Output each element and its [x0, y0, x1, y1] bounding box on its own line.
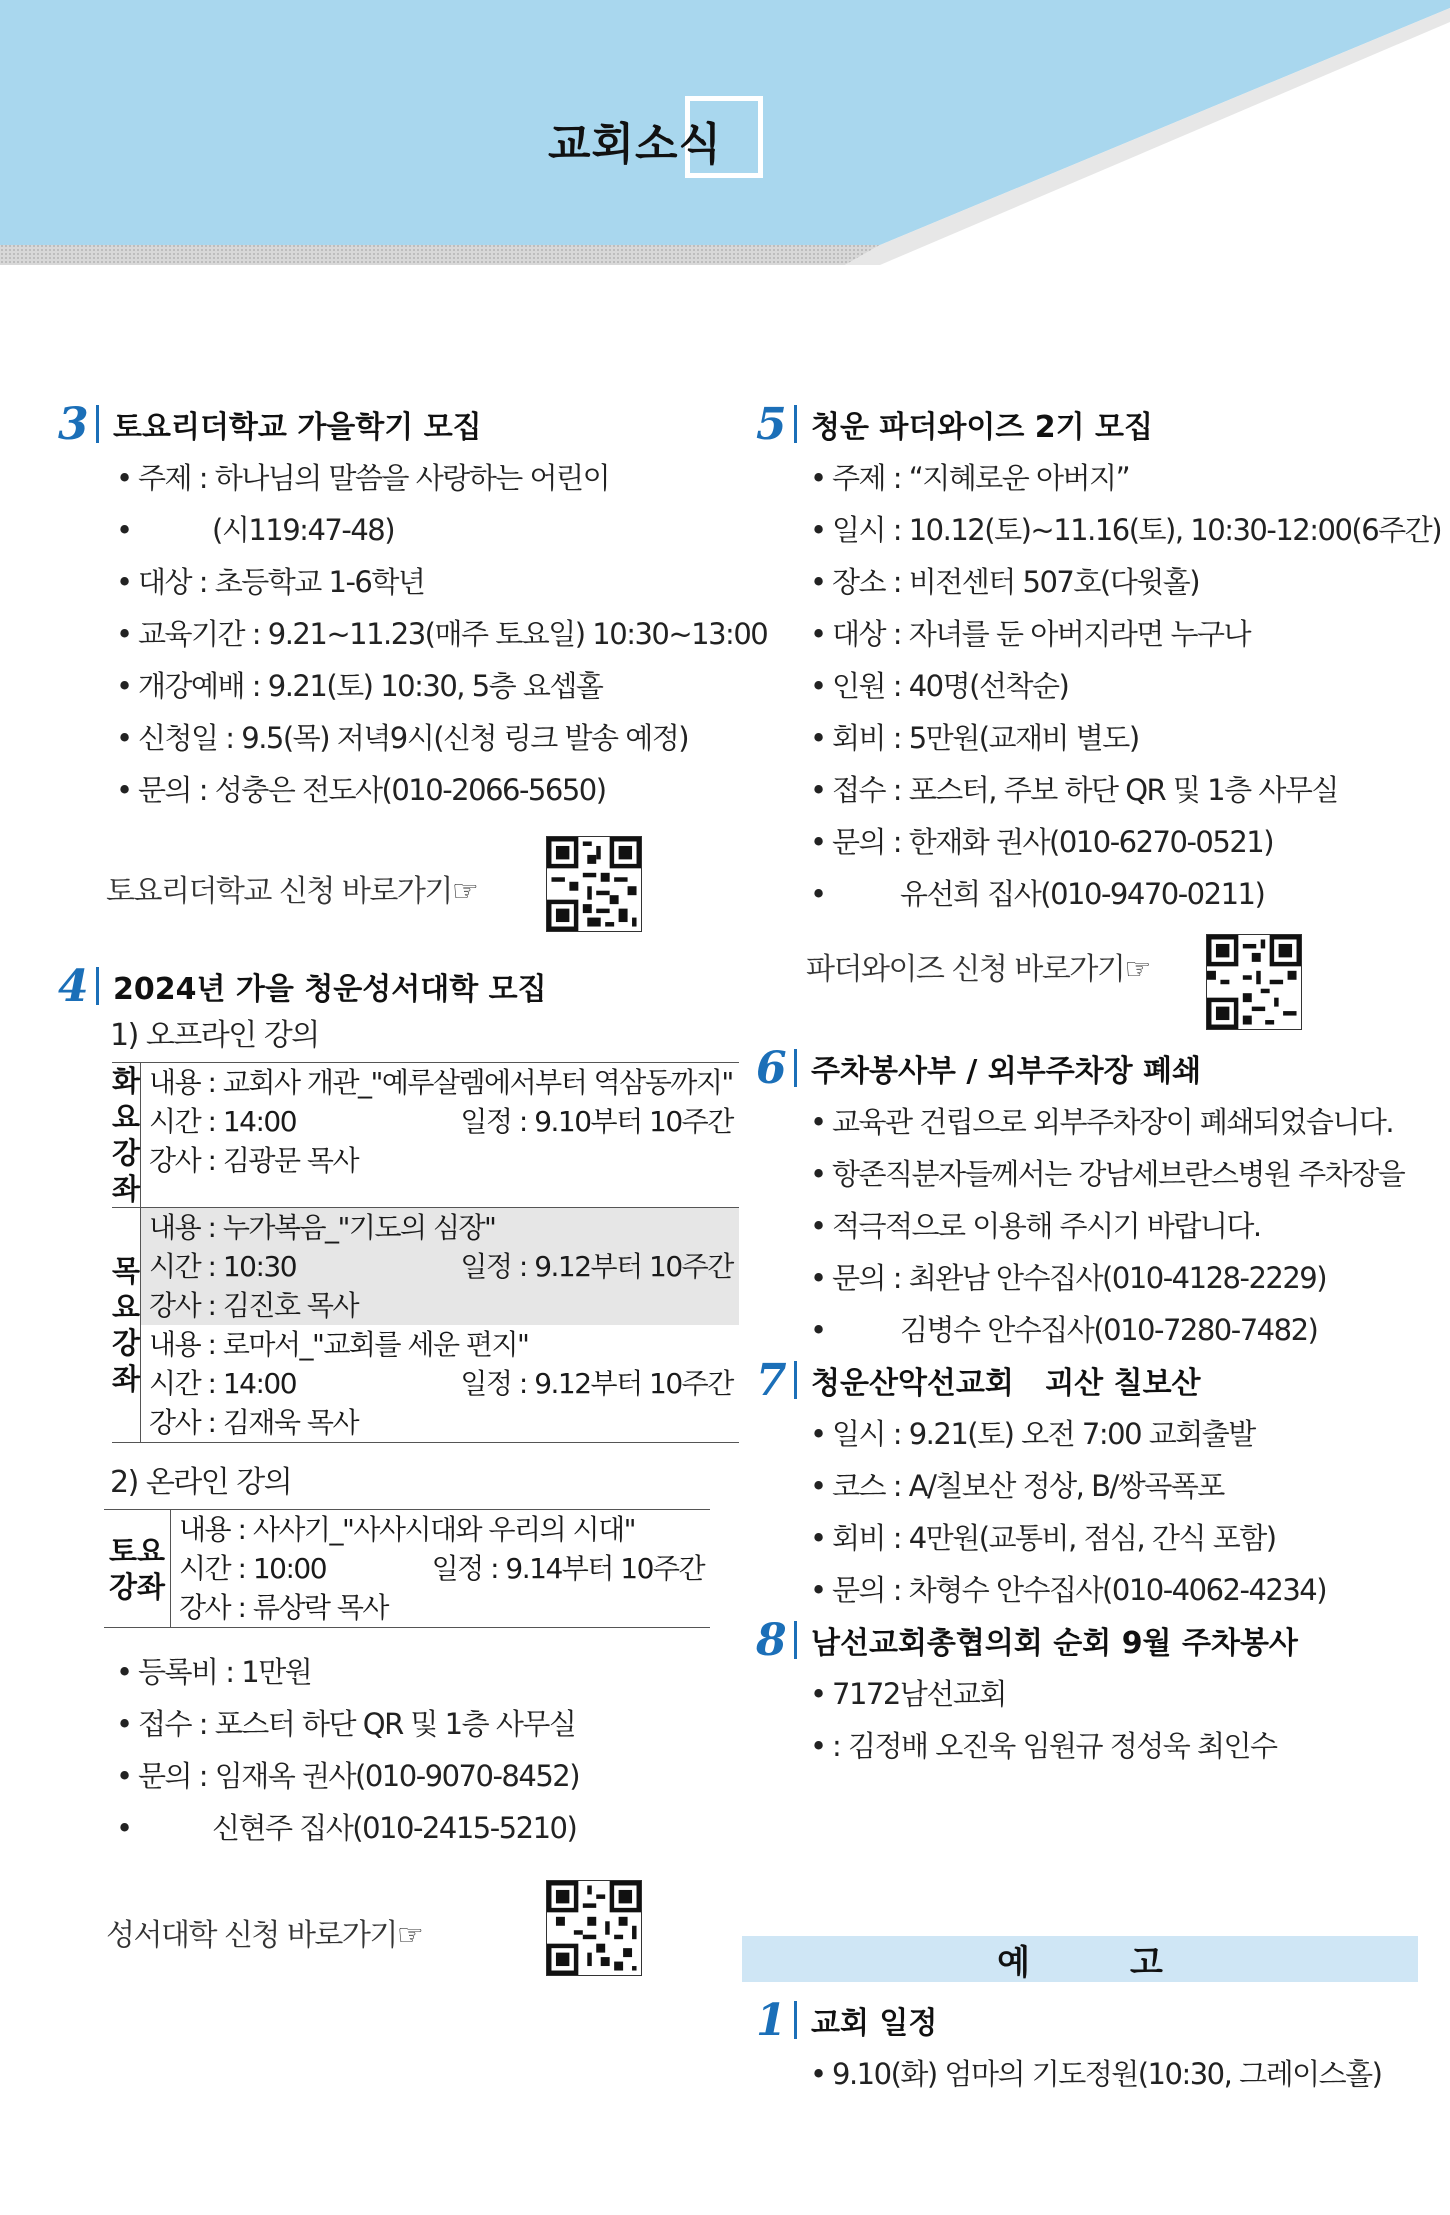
list-item: • 개강예배 : 9.21(토) 10:30, 5층 요셉홀 — [116, 660, 718, 712]
list-item: • 일시 : 10.12(토)~11.16(토), 10:30-12:00(6주간) — [810, 504, 1436, 556]
section-divider — [794, 1049, 797, 1087]
course-teacher: 강사 : 김재욱 목사 — [149, 1406, 358, 1439]
list-item: • 교육기간 : 9.21~11.23(매주 토요일) 10:30~13:00 — [116, 608, 718, 660]
section-divider — [794, 1621, 797, 1659]
list-item: • 문의 : 차형수 안수집사(010-4062-4234) — [810, 1564, 1436, 1616]
section-number: 4 — [58, 960, 89, 1012]
course-time: 시간 : 10:30 — [149, 1250, 297, 1283]
section-title: 남선교회총협의회 순회 9월 주차봉사 — [811, 1626, 1298, 1661]
list-item-continued: • 신현주 집사(010-2415-5210) — [116, 1802, 718, 1854]
list-item: • 주제 : “지혜로운 아버지” — [810, 452, 1436, 504]
section-8 — [756, 1616, 1436, 1772]
course-teacher: 강사 : 김광문 목사 — [149, 1144, 358, 1177]
online-schedule-table — [104, 1509, 710, 1628]
list-item: • 문의 : 성충은 전도사(010-2066-5650) — [116, 764, 718, 816]
section-title: 2024년 가을 청운성서대학 모집 — [113, 972, 547, 1007]
course-content: 내용 : 교회사 개관_"예루살렘에서부터 역삼동까지" — [149, 1066, 733, 1099]
signup-link[interactable]: 파더와이즈 신청 바로가기☞ — [806, 952, 1150, 987]
section-divider — [96, 405, 99, 443]
list-item: • 문의 : 한재화 권사(010-6270-0521) — [810, 816, 1436, 868]
list-item: • 등록비 : 1만원 — [116, 1646, 718, 1698]
course-schedule: 일정 : 9.12부터 10주간 — [460, 1250, 733, 1283]
list-item-continued: • 김병수 안수집사(010-7280-7482) — [810, 1304, 1436, 1356]
list-item: • 장소 : 비전센터 507호(다윗홀) — [810, 556, 1436, 608]
course-schedule: 일정 : 9.14부터 10주간 — [431, 1552, 704, 1585]
list-item: • 대상 : 자녀를 둔 아버지라면 누구나 — [810, 608, 1436, 660]
section-7 — [756, 1356, 1436, 1616]
section-divider — [794, 405, 797, 443]
section-title: 교회 일정 — [811, 2006, 938, 2041]
section-6 — [756, 1044, 1436, 1356]
section-divider — [794, 1361, 797, 1399]
list-item: • 주제 : 하나님의 말씀을 사랑하는 어린이 — [116, 452, 718, 504]
list-item: • 신청일 : 9.5(목) 저녁9시(신청 링크 발송 예정) — [116, 712, 718, 764]
day-label-tue: 화요 강좌 — [112, 1064, 141, 1206]
qr-code[interactable] — [1206, 934, 1302, 1030]
notice-label-b: 고 — [1130, 1942, 1163, 1983]
right-column — [756, 398, 1442, 1772]
day-label-sat: 토요 강좌 — [104, 1510, 171, 1628]
notice-bar — [742, 1936, 1418, 1982]
section-number: 8 — [756, 1614, 787, 1666]
section-divider — [96, 967, 99, 1005]
left-column — [58, 398, 768, 1990]
notice-section — [756, 1996, 1436, 2100]
list-item: • 회비 : 5만원(교재비 별도) — [810, 712, 1436, 764]
qr-code[interactable] — [546, 836, 642, 932]
section-number: 6 — [756, 1042, 787, 1094]
course-teacher: 강사 : 김진호 목사 — [149, 1289, 358, 1322]
list-item-continued: • : 김정배 오진욱 임원규 정성욱 최인수 — [810, 1720, 1436, 1772]
course-content: 내용 : 로마서_"교회를 세운 편지" — [149, 1328, 529, 1361]
section-number: 5 — [756, 398, 787, 450]
list-item: • 교육관 건립으로 외부주차장이 폐쇄되었습니다. — [810, 1096, 1436, 1148]
signup-link[interactable]: 성서대학 신청 바로가기☞ — [106, 1918, 423, 1953]
course-time: 시간 : 10:00 — [179, 1552, 327, 1585]
list-item: • 접수 : 포스터, 주보 하단 QR 및 1층 사무실 — [810, 764, 1436, 816]
offline-heading: 1) 오프라인 강의 — [110, 1018, 319, 1053]
list-item: • 문의 : 최완남 안수집사(010-4128-2229) — [810, 1252, 1436, 1304]
list-item: • 문의 : 임재옥 권사(010-9070-8452) — [116, 1750, 718, 1802]
section-title: 청운산악선교회 괴산 칠보산 — [811, 1366, 1201, 1401]
course-time: 시간 : 14:00 — [149, 1105, 297, 1138]
section-5 — [756, 398, 1442, 1044]
section-title: 토요리더학교 가을학기 모집 — [113, 410, 482, 445]
course-schedule: 일정 : 9.12부터 10주간 — [460, 1367, 733, 1400]
course-content: 내용 : 누가복음_"기도의 심장" — [149, 1211, 496, 1244]
header-banner — [0, 0, 1450, 270]
list-item: • 인원 : 40명(선착순) — [810, 660, 1436, 712]
section-4 — [58, 960, 733, 1990]
qr-code[interactable] — [546, 1880, 642, 1976]
list-item: • 회비 : 4만원(교통비, 점심, 간식 포함) — [810, 1512, 1436, 1564]
qr-code-icon — [1207, 935, 1301, 1029]
section-number: 3 — [58, 398, 89, 450]
section-number: 7 — [756, 1354, 787, 1406]
list-item: • 7172남선교회 — [810, 1668, 1436, 1720]
list-item: • 대상 : 초등학교 1-6학년 — [116, 556, 718, 608]
course-schedule: 일정 : 9.10부터 10주간 — [460, 1105, 733, 1138]
list-item: • 접수 : 포스터 하단 QR 및 1층 사무실 — [116, 1698, 718, 1750]
course-content: 내용 : 사사기_"사사시대와 우리의 시대" — [179, 1513, 636, 1546]
signup-link[interactable]: 토요리더학교 신청 바로가기☞ — [106, 874, 478, 909]
offline-schedule-table — [112, 1062, 739, 1443]
list-item: • 9.10(화) 엄마의 기도정원(10:30, 그레이스홀) — [810, 2048, 1436, 2100]
qr-code-icon — [547, 1881, 641, 1975]
list-item: • 코스 : A/칠보산 정상, B/쌍곡폭포 — [810, 1460, 1436, 1512]
day-label-thu: 목요 강좌 — [112, 1208, 141, 1443]
list-item-continued: • 유선희 집사(010-9470-0211) — [810, 868, 1436, 920]
online-heading: 2) 온라인 강의 — [110, 1465, 292, 1500]
list-item: • 항존직분자들께서는 강남세브란스병원 주차장을 — [810, 1148, 1436, 1200]
page-title: 교회소식 — [548, 119, 723, 170]
section-3 — [58, 398, 768, 946]
section-title: 주차봉사부 / 외부주차장 폐쇄 — [811, 1054, 1202, 1089]
course-time: 시간 : 14:00 — [149, 1367, 297, 1400]
list-item-continued: • (시119:47-48) — [116, 504, 718, 556]
section-divider — [794, 2001, 797, 2039]
qr-code-icon — [547, 837, 641, 931]
course-teacher: 강사 : 류상락 목사 — [179, 1591, 388, 1624]
section-number: 1 — [756, 1994, 787, 2046]
notice-label-a: 예 — [997, 1942, 1030, 1983]
section-title: 청운 파더와이즈 2기 모집 — [811, 410, 1154, 445]
list-item-continued: • 적극적으로 이용해 주시기 바랍니다. — [810, 1200, 1436, 1252]
list-item: • 일시 : 9.21(토) 오전 7:00 교회출발 — [810, 1408, 1436, 1460]
